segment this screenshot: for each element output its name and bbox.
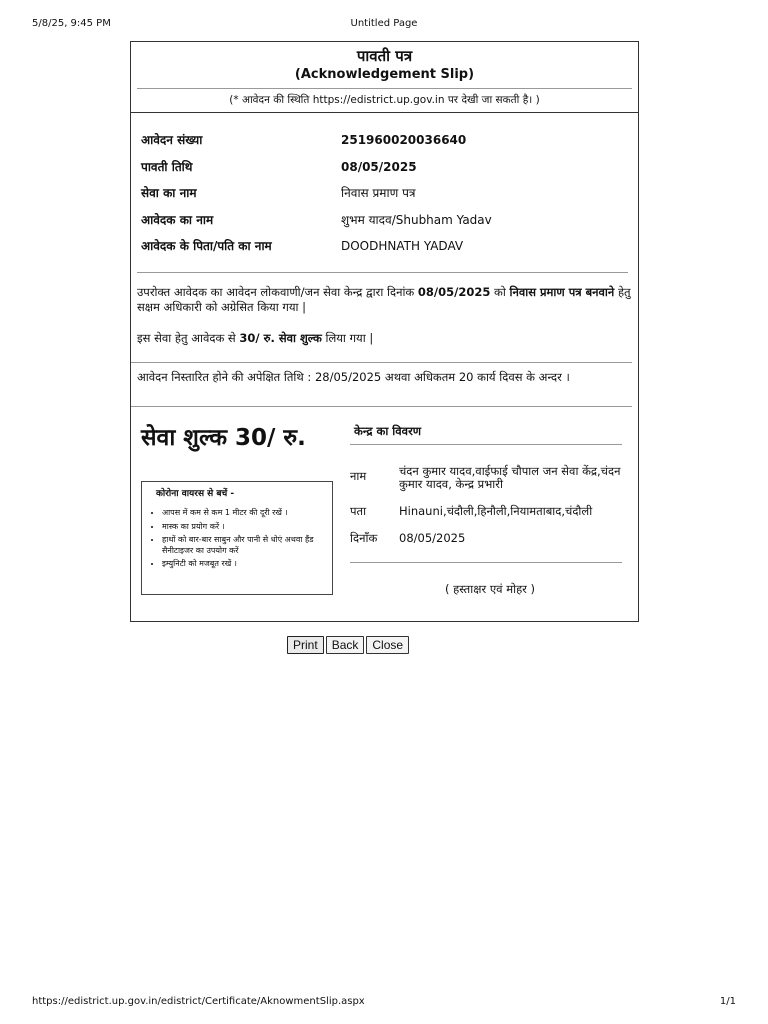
forward-text: हेतु सक्षम अधिकारी को अग्रेसित किया गया | <box>137 285 631 314</box>
forward-text: उपरोक्त आवेदक का आवेदन लोकवाणी/जन सेवा केन्द्र द्वारा दिनांक <box>137 285 418 299</box>
center-address-label: पता <box>350 504 367 518</box>
forward-statement <box>137 285 631 315</box>
divider <box>131 112 638 113</box>
fee-text: लिया गया | <box>321 331 374 345</box>
detail-label: सेवा का नाम <box>141 186 197 200</box>
forward-service: निवास प्रमाण पत्र बनवाने <box>509 285 615 299</box>
detail-value: 251960020036640 <box>341 133 467 147</box>
detail-row-service-name <box>141 185 621 212</box>
detail-row-application-number <box>141 132 621 159</box>
detail-label: आवेदक का नाम <box>141 212 214 227</box>
detail-label: आवेदन संख्या <box>141 133 203 147</box>
center-date-label: दिनाँक <box>350 531 378 545</box>
divider <box>350 562 622 563</box>
fee-text: इस सेवा हेतु आवेदक से <box>137 331 240 345</box>
disposal-days: 20 <box>458 370 474 384</box>
disposal-text: आवेदन निस्तारित होने की अपेक्षित तिथि : <box>137 370 315 384</box>
action-buttons <box>287 634 411 652</box>
center-date-value: 08/05/2025 <box>399 531 466 545</box>
corona-advisory-box <box>141 481 333 595</box>
detail-row-applicant-name <box>141 212 621 239</box>
print-url: https://edistrict.up.gov.in/edistrict/Certificate/AknowmentSlip.aspx <box>32 996 365 1007</box>
center-name-row <box>350 465 630 495</box>
forward-date: 08/05/2025 <box>417 285 491 299</box>
slip-title-hindi: पावती पत्र <box>356 47 413 65</box>
corona-tips <box>148 508 326 570</box>
slip-title-english: (Acknowledgement Slip) <box>294 67 475 82</box>
print-footer <box>32 996 736 1010</box>
print-page-count: 1/1 <box>719 996 736 1007</box>
acknowledgement-slip <box>130 41 639 622</box>
corona-tip: • मास्क का प्रयोग करें । <box>162 522 326 533</box>
signature-and-seal: ( हस्ताक्षर एवं मोहर ) <box>444 582 536 596</box>
center-details-heading: केन्द्र का विवरण <box>354 424 422 438</box>
application-details <box>141 132 621 265</box>
detail-row-father-name <box>141 238 621 265</box>
detail-value: शुभम यादव/Shubham Yadav <box>341 212 492 227</box>
print-header <box>32 18 736 32</box>
disposal-statement <box>137 370 631 385</box>
fee-statement <box>137 331 631 346</box>
close-button[interactable]: Close <box>366 636 409 654</box>
corona-tip: • हाथों को बार-बार साबुन और पानी से धोएं अथवा हैंड सैनीटाइजर का उपयोग करें <box>162 535 326 556</box>
center-address-row <box>350 505 630 521</box>
detail-value: 08/05/2025 <box>341 159 417 174</box>
detail-row-receipt-date <box>141 159 621 186</box>
disposal-text: कार्य दिवस के अन्दर । <box>473 370 570 384</box>
divider <box>137 272 628 273</box>
detail-value: DOODHNATH YADAV <box>341 239 464 253</box>
disposal-date: 28/05/2025 <box>314 370 382 384</box>
corona-tip: • इम्युनिटी को मजबूत रखें । <box>162 559 326 570</box>
service-fee-large: सेवा शुल्क 30/ रु. <box>141 425 306 451</box>
center-name-label: नाम <box>350 469 367 483</box>
print-datetime: 5/8/25, 9:45 PM <box>32 18 111 29</box>
forward-text: को <box>490 285 510 299</box>
center-address-value: Hinauni,चंदौली,हिनौली,नियामताबाद,चंदौली <box>399 504 593 518</box>
print-button[interactable]: Print <box>287 636 324 654</box>
status-note: (* आवेदन की स्थिति https://edistrict.up.gov.in पर देखी जा सकती है। ) <box>229 94 540 106</box>
corona-tip: • आपस में कम से कम 1 मीटर की दूरी रखें । <box>162 508 326 519</box>
divider <box>131 362 632 363</box>
print-page-title: Untitled Page <box>350 18 418 29</box>
back-button[interactable]: Back <box>326 636 365 654</box>
center-name-value: चंदन कुमार यादव,वाईफाई चौपाल जन सेवा केंद्र,चंदन कुमार यादव, केन्द्र प्रभारी <box>399 464 621 491</box>
fee-amount: 30/ रु. सेवा शुल्क <box>239 331 322 345</box>
detail-value: निवास प्रमाण पत्र <box>341 186 416 200</box>
center-date-row <box>350 532 630 548</box>
divider <box>131 406 632 407</box>
detail-label: पावती तिथि <box>141 159 193 174</box>
divider <box>350 444 622 445</box>
detail-label: आवेदक के पिता/पति का नाम <box>141 239 272 253</box>
disposal-text: अथवा अधिकतम <box>381 370 459 384</box>
corona-heading: कोरोना वायरस से बचें - <box>156 489 235 499</box>
divider <box>137 88 632 89</box>
